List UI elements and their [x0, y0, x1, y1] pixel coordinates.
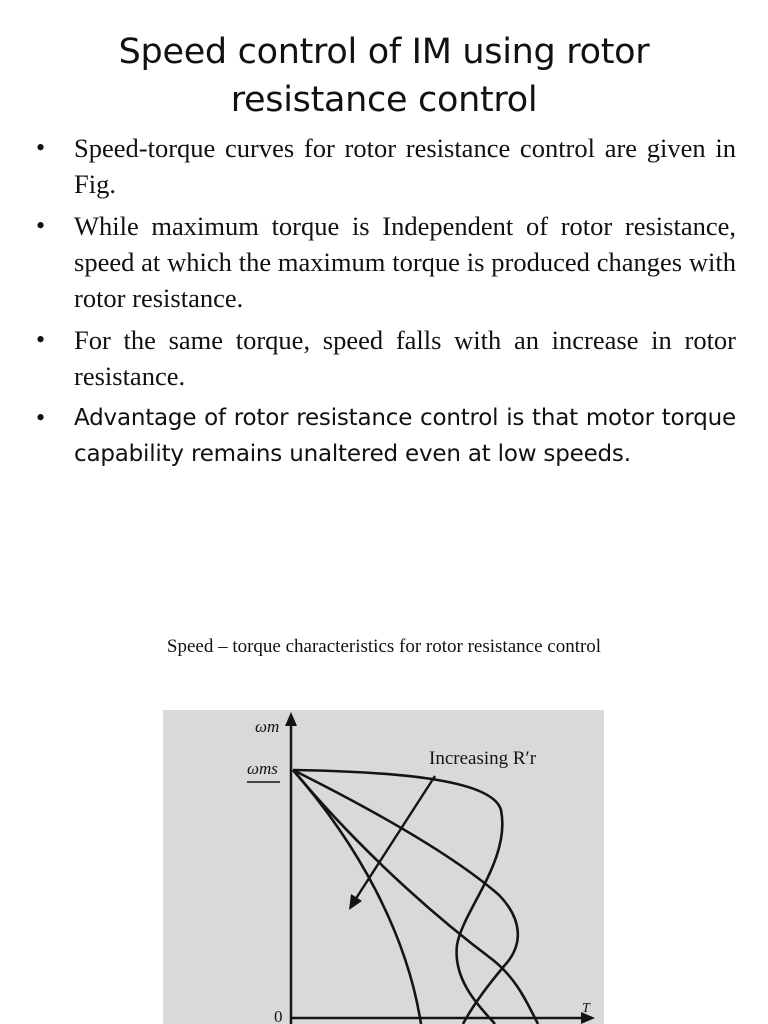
increasing-resistance-label: Increasing R′r — [429, 748, 537, 769]
bullet-item: • Speed-torque curves for rotor resistance control are given in Fig. — [36, 130, 736, 202]
synchronous-speed-label: ωms — [247, 759, 278, 778]
bullet-item: • While maximum torque is Independent of rotor resistance, speed at which the maximum torque is produced changes with rotor resistance. — [36, 208, 736, 316]
slide-title — [0, 28, 768, 124]
origin-label: 0 — [274, 1007, 283, 1024]
bullet-item: • Advantage of rotor resistance control is that motor torque capability remains unaltered even at low speeds. — [36, 400, 736, 472]
bullet-item: • For the same torque, speed falls with an increase in rotor resistance. — [36, 322, 736, 394]
torque-axis-label: T — [582, 1001, 590, 1016]
title-line-1: Speed control of IM using rotor — [118, 32, 650, 72]
speed-torque-diagram — [163, 710, 604, 1024]
speed-torque-figure — [163, 710, 604, 1024]
bullet-list — [36, 130, 736, 472]
title-line-2: resistance control — [230, 80, 538, 120]
speed-axis-label: ωm — [255, 717, 280, 736]
figure-caption: Speed – torque characteristics for rotor resistance control — [166, 636, 602, 657]
